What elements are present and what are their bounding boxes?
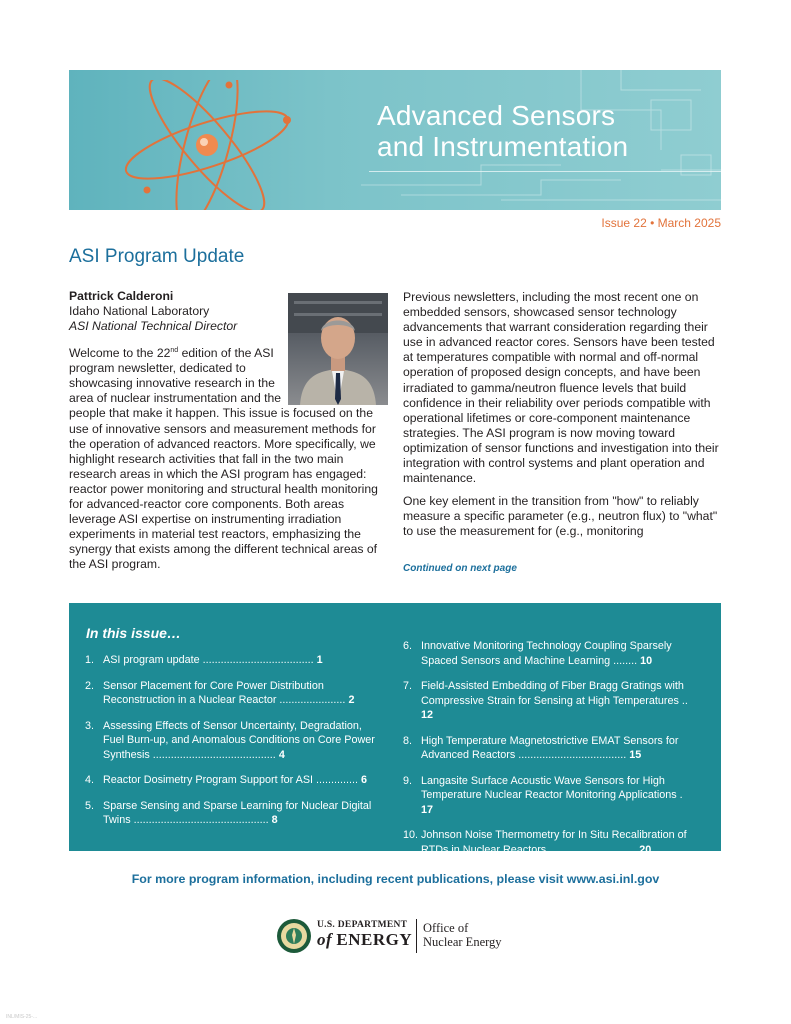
toc-item-page: 20 <box>639 843 652 856</box>
toc-item-title: Langasite Surface Acoustic Wave Sensors for High Temperature Nuclear Reactor Monitoring Applications . 17 <box>421 774 683 816</box>
doe-wordmark: U.S. DEPARTMENT of ENERGY <box>317 920 413 949</box>
toc-item-page: 15 <box>629 749 642 761</box>
toc-item-title: High Temperature Magnetostrictive EMAT Sensors for Advanced Reactors .................................... 15 <box>421 734 679 761</box>
toc-item[interactable] <box>403 734 697 763</box>
toc-item-page: 8 <box>271 814 278 826</box>
author-title: ASI National Technical Director <box>69 319 238 334</box>
toc-item-title: Field-Assisted Embedding of Fiber Bragg Gratings with Compressive Strain for Sensing at High Temperatures .. 12 <box>421 680 688 721</box>
toc-column-left <box>85 653 375 839</box>
author-org: Idaho National Laboratory <box>69 304 210 319</box>
right-column <box>403 290 721 548</box>
toc-item-number: 6. <box>403 640 413 652</box>
toc-item-number: 3. <box>85 719 95 732</box>
toc-item-number: 8. <box>403 734 413 747</box>
body-paragraph: One key element in the transition from "how" to reliably measure a specific parameter (e.g., neutron flux) to "what" to use the measurement for (e.g., monitoring <box>403 494 718 539</box>
toc-item-number: 2. <box>85 679 95 692</box>
program-info-link[interactable]: For more program information, including recent publications, please visit www.asi.inl.gov <box>131 872 660 886</box>
atom-icon <box>117 80 317 210</box>
doe-seal-icon <box>276 918 312 954</box>
toc-item-title: Innovative Monitoring Technology Coupling Sparsely Spaced Sensors and Machine Learning ........ 10 <box>421 640 672 667</box>
toc-item[interactable] <box>85 679 375 708</box>
toc-column-right <box>403 639 697 868</box>
toc-item-title: Sparse Sensing and Sparse Learning for Nuclear Digital Twins ............................................. 8 <box>103 799 372 826</box>
toc-item[interactable] <box>403 774 697 818</box>
toc-item-title: Johnson Noise Thermometry for In Situ Recalibration of RTDs in Nuclear Reactors ............................. 20 <box>421 829 687 856</box>
toc-item-number: 1. <box>85 654 95 666</box>
toc-item-title: Assessing Effects of Sensor Uncertainty, Degradation, Fuel Burn-up, and Anomalous Conditions on Core Power Synthesis ......................................... 4 <box>103 719 375 761</box>
toc-item-page: 17 <box>421 803 434 816</box>
document-id-stamp: INL/MIS-25-... <box>6 1014 38 1020</box>
toc-item[interactable] <box>403 828 697 857</box>
toc-item[interactable] <box>403 679 697 723</box>
toc-item[interactable] <box>403 639 697 668</box>
toc-heading: In this issue… <box>86 625 181 641</box>
toc-item[interactable] <box>85 799 375 828</box>
toc-item-number: 9. <box>403 774 413 787</box>
office-name: Office of Nuclear Energy <box>423 921 502 949</box>
toc-item-page: 4 <box>278 748 285 761</box>
toc-item-number: 10. <box>403 829 419 841</box>
toc-item[interactable] <box>85 719 375 763</box>
toc-item[interactable] <box>85 653 375 668</box>
body-paragraph: Previous newsletters, including the most recent one on embedded sensors, showcased sensor technology advancements that warrant consideration regarding their use in advanced reactor cores. Sensors have been tested at temperatures compatible with normal and off-normal operation of proposed design concepts, and have been irradiated to gamma/neutron fluence levels that build confidence in their reliability over periods compatible with operational lifetimes or core-component maintenance strategies. The ASI program is now moving toward optimization of sensor functions and investigation into their integration with control systems and plant operation and maintenance. <box>403 290 719 486</box>
section-title: ASI Program Update <box>69 246 245 267</box>
toc-item[interactable] <box>85 773 375 788</box>
table-of-contents <box>69 603 721 856</box>
toc-item-page: 6 <box>361 774 368 786</box>
welcome-paragraph: Welcome to the 22nd edition of the ASI program newsletter, dedicated to showcasing innovative research in the area of nuclear instrumentation and the people that make it happen. This issue is focused on the use of innovative sensors and measurement methods for the operation of advanced reactors. More specifically, we highlight research activities that fall in the two main research areas in which the ASI program has engaged: reactor power monitoring and structural health monitoring for advanced-reactor core components. Both areas leverage ASI expertise on instrumenting irradiation experiments in material test reactors, emphasizing the synergy that exists among the different technical areas of the ASI program. <box>69 346 378 572</box>
toc-item-title: ASI program update ..................................... 1 <box>103 654 323 666</box>
toc-item-title: Sensor Placement for Core Power Distribution Reconstruction in a Nuclear Reactor ...................... 2 <box>103 679 355 706</box>
toc-item-title: Reactor Dosimetry Program Support for ASI .............. 6 <box>103 774 368 786</box>
issue-label: Issue 22 • March 2025 <box>601 216 721 230</box>
toc-item-page: 1 <box>316 654 323 666</box>
toc-item-number: 7. <box>403 680 413 692</box>
continued-link[interactable]: Continued on next page <box>403 563 517 574</box>
author-name: Pattrick Calderoni <box>69 289 174 303</box>
toc-item-page: 2 <box>348 694 355 706</box>
banner-divider <box>369 171 721 172</box>
toc-item-number: 4. <box>85 774 95 786</box>
logo-divider <box>416 919 417 953</box>
toc-item-number: 5. <box>85 799 95 812</box>
toc-item-page: 12 <box>421 709 434 721</box>
toc-item-page: 10 <box>640 654 653 667</box>
newsletter-title: Advanced Sensors and Instrumentation <box>377 100 629 162</box>
masthead-banner <box>69 70 721 210</box>
